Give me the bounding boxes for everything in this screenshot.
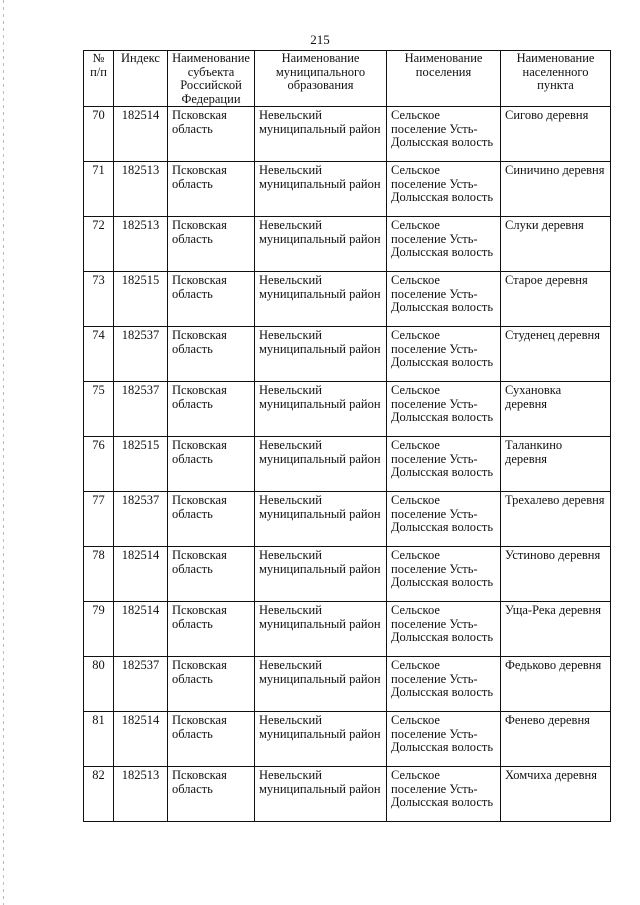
table-row <box>84 492 611 547</box>
settlement-cell: Сельское поселение Усть-Долысская волость <box>387 382 501 437</box>
municipality-cell: Невельский муниципальный район <box>255 657 387 712</box>
table-row <box>84 272 611 327</box>
locality-cell: Хомчиха деревня <box>501 767 611 822</box>
federal-subject-cell: Псковская область <box>168 382 255 437</box>
federal-subject-cell: Псковская область <box>168 437 255 492</box>
scan-edge-line <box>3 0 4 905</box>
municipality-cell: Невельский муниципальный район <box>255 437 387 492</box>
table-row <box>84 382 611 437</box>
header-row-number: № п/п <box>84 51 114 107</box>
federal-subject-cell: Псковская область <box>168 107 255 162</box>
table-row <box>84 162 611 217</box>
municipality-cell: Невельский муниципальный район <box>255 162 387 217</box>
postal-index-cell: 182515 <box>114 272 168 327</box>
table-row <box>84 657 611 712</box>
row-number-cell: 74 <box>84 327 114 382</box>
table-row <box>84 217 611 272</box>
municipality-cell: Невельский муниципальный район <box>255 492 387 547</box>
header-postal-index: Индекс <box>114 51 168 107</box>
municipality-cell: Невельский муниципальный район <box>255 107 387 162</box>
row-number-cell: 72 <box>84 217 114 272</box>
postal-index-cell: 182537 <box>114 657 168 712</box>
postal-index-cell: 182513 <box>114 767 168 822</box>
settlement-cell: Сельское поселение Усть-Долысская волость <box>387 272 501 327</box>
postal-index-cell: 182514 <box>114 602 168 657</box>
settlement-cell: Сельское поселение Усть-Долысская волость <box>387 327 501 382</box>
page-number: 215 <box>310 32 330 47</box>
header-locality: Наименование населенного пункта <box>501 51 611 107</box>
locality-cell: Студенец деревня <box>501 327 611 382</box>
postal-index-cell: 182514 <box>114 547 168 602</box>
table-row <box>84 437 611 492</box>
settlements-table <box>83 50 611 822</box>
postal-index-cell: 182537 <box>114 327 168 382</box>
settlement-cell: Сельское поселение Усть-Долысская волость <box>387 162 501 217</box>
locality-cell: Трехалево деревня <box>501 492 611 547</box>
postal-index-cell: 182537 <box>114 492 168 547</box>
table-header-row <box>84 51 611 107</box>
postal-index-cell: 182514 <box>114 107 168 162</box>
row-number-cell: 82 <box>84 767 114 822</box>
row-number-cell: 81 <box>84 712 114 767</box>
municipality-cell: Невельский муниципальный район <box>255 547 387 602</box>
postal-index-cell: 182513 <box>114 217 168 272</box>
municipality-cell: Невельский муниципальный район <box>255 382 387 437</box>
postal-index-cell: 182515 <box>114 437 168 492</box>
postal-index-cell: 182514 <box>114 712 168 767</box>
locality-cell: Устиново деревня <box>501 547 611 602</box>
header-settlement: Наименование поселения <box>387 51 501 107</box>
row-number-cell: 80 <box>84 657 114 712</box>
federal-subject-cell: Псковская область <box>168 602 255 657</box>
federal-subject-cell: Псковская область <box>168 272 255 327</box>
locality-cell: Слуки деревня <box>501 217 611 272</box>
municipality-cell: Невельский муниципальный район <box>255 217 387 272</box>
row-number-cell: 77 <box>84 492 114 547</box>
row-number-cell: 73 <box>84 272 114 327</box>
settlement-cell: Сельское поселение Усть-Долысская волость <box>387 712 501 767</box>
table-row <box>84 327 611 382</box>
federal-subject-cell: Псковская область <box>168 492 255 547</box>
locality-cell: Уща-Река деревня <box>501 602 611 657</box>
federal-subject-cell: Псковская область <box>168 327 255 382</box>
header-municipality: Наименование муниципального образования <box>255 51 387 107</box>
locality-cell: Сухановка деревня <box>501 382 611 437</box>
table-row <box>84 547 611 602</box>
row-number-cell: 79 <box>84 602 114 657</box>
municipality-cell: Невельский муниципальный район <box>255 327 387 382</box>
locality-cell: Сигово деревня <box>501 107 611 162</box>
settlement-cell: Сельское поселение Усть-Долысская волость <box>387 107 501 162</box>
federal-subject-cell: Псковская область <box>168 657 255 712</box>
postal-index-cell: 182537 <box>114 382 168 437</box>
settlement-cell: Сельское поселение Усть-Долысская волость <box>387 492 501 547</box>
federal-subject-cell: Псковская область <box>168 217 255 272</box>
municipality-cell: Невельский муниципальный район <box>255 602 387 657</box>
locality-cell: Старое деревня <box>501 272 611 327</box>
federal-subject-cell: Псковская область <box>168 767 255 822</box>
row-number-cell: 76 <box>84 437 114 492</box>
federal-subject-cell: Псковская область <box>168 712 255 767</box>
row-number-cell: 75 <box>84 382 114 437</box>
table-row <box>84 107 611 162</box>
postal-index-cell: 182513 <box>114 162 168 217</box>
settlement-cell: Сельское поселение Усть-Долысская волость <box>387 547 501 602</box>
settlement-cell: Сельское поселение Усть-Долысская волость <box>387 657 501 712</box>
locality-cell: Таланкино деревня <box>501 437 611 492</box>
municipality-cell: Невельский муниципальный район <box>255 712 387 767</box>
table-row <box>84 767 611 822</box>
municipality-cell: Невельский муниципальный район <box>255 272 387 327</box>
header-federal-subject: Наименование субъекта Российской Федерации <box>168 51 255 107</box>
row-number-cell: 78 <box>84 547 114 602</box>
row-number-cell: 70 <box>84 107 114 162</box>
locality-cell: Федьково деревня <box>501 657 611 712</box>
federal-subject-cell: Псковская область <box>168 547 255 602</box>
settlement-cell: Сельское поселение Усть-Долысская волость <box>387 767 501 822</box>
municipality-cell: Невельский муниципальный район <box>255 767 387 822</box>
table-row <box>84 602 611 657</box>
settlement-cell: Сельское поселение Усть-Долысская волость <box>387 217 501 272</box>
table-row <box>84 712 611 767</box>
locality-cell: Фенево деревня <box>501 712 611 767</box>
federal-subject-cell: Псковская область <box>168 162 255 217</box>
row-number-cell: 71 <box>84 162 114 217</box>
settlement-cell: Сельское поселение Усть-Долысская волость <box>387 437 501 492</box>
table-body <box>84 107 611 822</box>
locality-cell: Синичино деревня <box>501 162 611 217</box>
settlement-cell: Сельское поселение Усть-Долысская волость <box>387 602 501 657</box>
